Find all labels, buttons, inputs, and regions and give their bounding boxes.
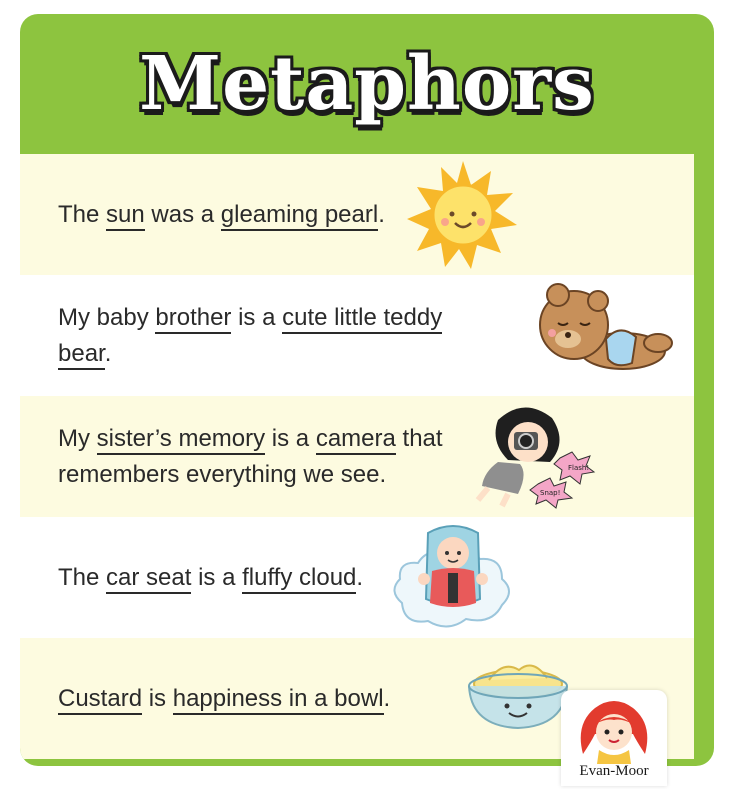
underlined-phrase: fluffy cloud [242, 564, 356, 594]
girl-camera-icon [468, 402, 598, 510]
sentence-text: . [356, 563, 364, 591]
metaphor-row [20, 154, 694, 275]
sentence-text: . [383, 684, 391, 712]
teddy-bear-icon [528, 283, 678, 383]
sentence-text: My [58, 424, 97, 452]
underlined-phrase: brother [155, 304, 231, 334]
metaphors-poster [20, 14, 714, 766]
underlined-phrase: happiness in a bowl [173, 685, 384, 715]
baby-car-seat-cloud-icon [388, 521, 518, 635]
sentence-text: was a [144, 200, 221, 228]
metaphor-sentence [58, 300, 478, 372]
sentence-text: . [104, 339, 112, 367]
metaphor-row [20, 275, 694, 396]
underlined-phrase: sun [106, 201, 145, 231]
sentence-text: . [378, 200, 385, 228]
sentence-text: The [58, 563, 107, 591]
sentence-text: is a [265, 424, 316, 452]
underlined-phrase: car seat [106, 564, 191, 594]
underlined-phrase: Custard [58, 685, 142, 715]
sentence-text: is a [191, 563, 243, 591]
metaphor-sentence [58, 560, 363, 596]
sun-icon [405, 159, 521, 271]
underlined-phrase: gleaming pearl [221, 201, 378, 231]
underlined-phrase: cute little teddy bear [58, 304, 442, 370]
sentence-text: is a [231, 303, 283, 331]
metaphor-row [20, 517, 694, 638]
metaphor-sentence [58, 421, 478, 493]
camera-sound-snap: Snap! [540, 489, 561, 497]
sentence-text: The [58, 200, 107, 228]
camera-sound-flash: Flash! [568, 464, 590, 472]
metaphor-sentence [58, 681, 390, 717]
custard-bowl-icon [463, 656, 573, 736]
evan-moor-logo [561, 690, 667, 786]
evan-moor-girl-logo [561, 694, 667, 764]
underlined-phrase: sister’s memory [97, 425, 265, 455]
sentence-text: is [142, 684, 173, 712]
sentence-text: My baby [58, 303, 156, 331]
metaphor-row [20, 396, 694, 517]
title-band [20, 14, 714, 154]
page-title: Metaphors [139, 41, 595, 127]
underlined-phrase: camera [316, 425, 396, 455]
sentence-text: that remembers everything we see. [58, 424, 443, 488]
logo-text: Evan-Moor [579, 763, 649, 779]
metaphor-sentence [58, 197, 385, 233]
metaphor-list [20, 154, 694, 759]
